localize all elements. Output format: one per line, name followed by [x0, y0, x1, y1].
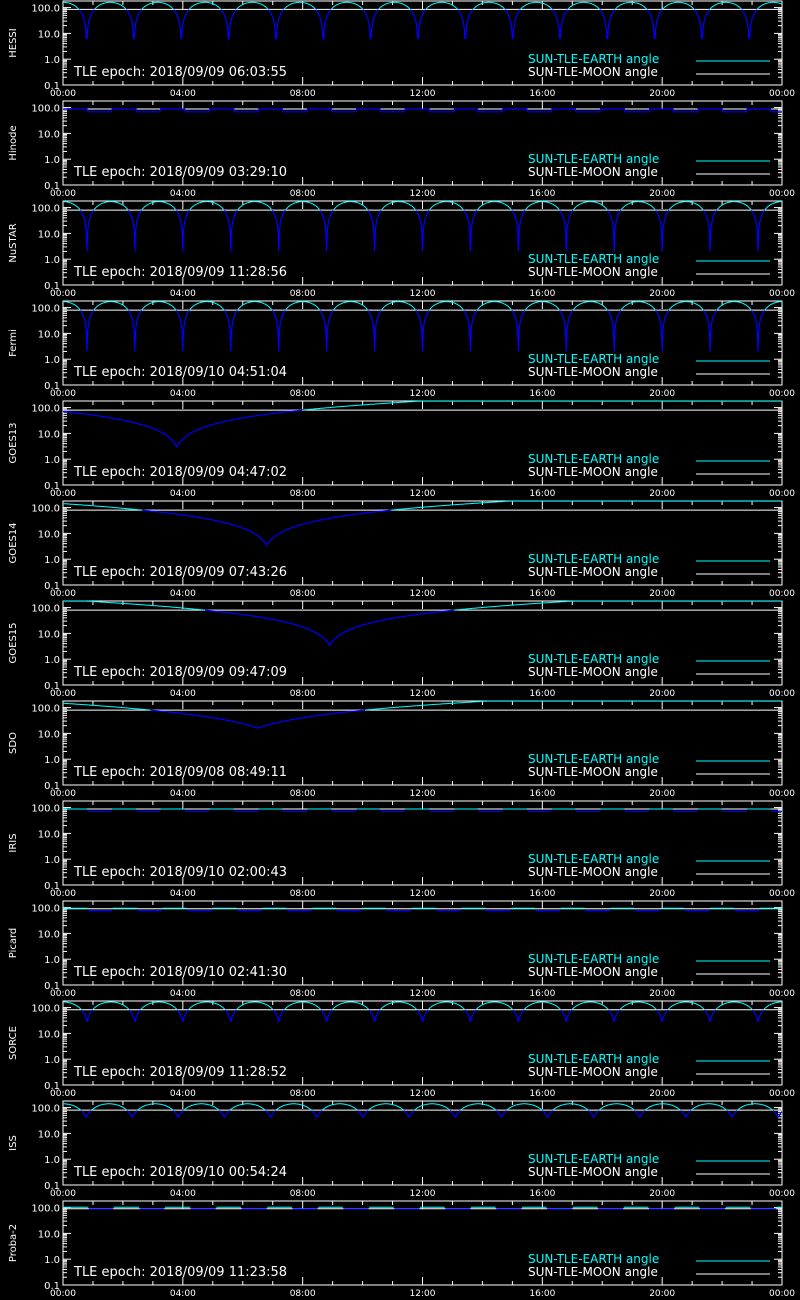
tle-epoch-label: TLE epoch: 2018/09/10 00:54:24 [74, 1165, 288, 1180]
x-tick-label: 00:00 [50, 489, 76, 499]
x-tick-label: 00:00 [769, 1289, 795, 1299]
y-tick-label: 0.1 [44, 1081, 60, 1092]
x-tick-label: 00:00 [50, 289, 76, 299]
y-tick-label: 100.0 [31, 403, 60, 415]
y-tick-label: 0.1 [44, 1181, 60, 1192]
x-tick-label: 08:00 [289, 1289, 316, 1299]
x-tick-label: 08:00 [289, 689, 316, 699]
x-tick-label: 20:00 [649, 289, 676, 299]
x-tick-label: 04:00 [169, 289, 196, 299]
x-tick-label: 00:00 [769, 389, 795, 399]
x-tick-label: 00:00 [769, 189, 795, 199]
legend-moon-label: SUN-TLE-MOON angle [528, 965, 658, 979]
y-tick-label: 100.0 [31, 3, 60, 15]
y-tick-label: 0.1 [44, 981, 60, 992]
legend-earth-label: SUN-TLE-EARTH angle [528, 452, 660, 466]
y-tick-label: 10.0 [37, 129, 60, 141]
x-tick-label: 20:00 [649, 589, 676, 599]
legend-moon-label: SUN-TLE-MOON angle [528, 865, 658, 879]
satellite-name: NuSTAR [8, 223, 19, 263]
x-tick-label: 08:00 [289, 1189, 316, 1199]
legend-moon-label: SUN-TLE-MOON angle [528, 665, 658, 679]
x-tick-label: 08:00 [289, 89, 316, 99]
x-tick-label: 08:00 [289, 489, 316, 499]
x-tick-label: 00:00 [769, 89, 795, 99]
x-tick-label: 04:00 [169, 789, 196, 799]
legend-earth-label: SUN-TLE-EARTH angle [528, 652, 660, 666]
x-tick-label: 00:00 [769, 989, 795, 999]
satellite-name: Hinode [8, 125, 19, 161]
y-tick-label: 1.0 [44, 1255, 60, 1267]
x-tick-label: 16:00 [529, 1189, 556, 1199]
legend-earth-label: SUN-TLE-EARTH angle [528, 252, 660, 266]
y-tick-label: 100.0 [31, 1203, 60, 1215]
x-tick-label: 08:00 [289, 1089, 316, 1099]
x-tick-label: 12:00 [409, 789, 436, 799]
x-tick-label: 08:00 [289, 789, 316, 799]
x-tick-label: 00:00 [769, 889, 795, 899]
x-tick-label: 04:00 [169, 589, 196, 599]
y-tick-label: 0.1 [44, 681, 60, 692]
y-tick-label: 1.0 [44, 1055, 60, 1067]
y-tick-label: 0.1 [44, 1281, 60, 1292]
x-tick-label: 16:00 [529, 1289, 556, 1299]
x-tick-label: 00:00 [769, 789, 795, 799]
legend-earth-label: SUN-TLE-EARTH angle [528, 752, 660, 766]
satellite-name: Fermi [8, 329, 19, 357]
tle-epoch-label: TLE epoch: 2018/09/10 02:00:43 [74, 865, 288, 880]
y-tick-label: 100.0 [31, 103, 60, 115]
y-tick-label: 10.0 [37, 729, 60, 741]
x-tick-label: 00:00 [50, 1289, 76, 1299]
legend-moon-label: SUN-TLE-MOON angle [528, 1165, 658, 1179]
x-tick-label: 20:00 [649, 1189, 676, 1199]
y-tick-label: 1.0 [44, 655, 60, 667]
legend-earth-label: SUN-TLE-EARTH angle [528, 552, 660, 566]
x-tick-label: 04:00 [169, 189, 196, 199]
x-tick-label: 04:00 [169, 389, 196, 399]
x-tick-label: 20:00 [649, 89, 676, 99]
x-tick-label: 00:00 [50, 789, 76, 799]
tle-epoch-label: TLE epoch: 2018/09/09 11:28:52 [74, 1065, 288, 1080]
y-tick-label: 10.0 [37, 829, 60, 841]
x-tick-label: 08:00 [289, 889, 316, 899]
x-tick-label: 12:00 [409, 1289, 436, 1299]
x-tick-label: 00:00 [769, 489, 795, 499]
x-tick-label: 12:00 [409, 489, 436, 499]
y-tick-label: 0.1 [44, 481, 60, 492]
y-tick-label: 100.0 [31, 1103, 60, 1115]
legend-moon-label: SUN-TLE-MOON angle [528, 165, 658, 179]
y-tick-label: 10.0 [37, 429, 60, 441]
y-tick-label: 10.0 [37, 1129, 60, 1141]
legend-earth-label: SUN-TLE-EARTH angle [528, 352, 660, 366]
x-tick-label: 16:00 [529, 689, 556, 699]
y-tick-label: 1.0 [44, 955, 60, 967]
tle-epoch-label: TLE epoch: 2018/09/09 07:43:26 [74, 565, 288, 580]
y-tick-label: 0.1 [44, 81, 60, 92]
legend-earth-label: SUN-TLE-EARTH angle [528, 1152, 660, 1166]
x-tick-label: 20:00 [649, 489, 676, 499]
x-tick-label: 12:00 [409, 589, 436, 599]
x-tick-label: 12:00 [409, 1189, 436, 1199]
satellite-name: GOES13 [8, 422, 19, 464]
y-tick-label: 10.0 [37, 329, 60, 341]
x-tick-label: 20:00 [649, 1089, 676, 1099]
y-tick-label: 1.0 [44, 855, 60, 867]
satellite-name: GOES14 [8, 522, 19, 564]
y-tick-label: 1.0 [44, 255, 60, 267]
x-tick-label: 00:00 [50, 1089, 76, 1099]
x-tick-label: 04:00 [169, 489, 196, 499]
x-tick-label: 08:00 [289, 289, 316, 299]
x-tick-label: 08:00 [289, 989, 316, 999]
legend-moon-label: SUN-TLE-MOON angle [528, 365, 658, 379]
x-tick-label: 16:00 [529, 389, 556, 399]
y-tick-label: 1.0 [44, 1155, 60, 1167]
satellite-name: SDO [8, 732, 19, 754]
legend-earth-label: SUN-TLE-EARTH angle [528, 952, 660, 966]
x-tick-label: 00:00 [769, 589, 795, 599]
x-tick-label: 12:00 [409, 189, 436, 199]
x-tick-label: 00:00 [50, 389, 76, 399]
x-tick-label: 16:00 [529, 1089, 556, 1099]
x-tick-label: 16:00 [529, 289, 556, 299]
y-tick-label: 10.0 [37, 29, 60, 41]
y-tick-label: 10.0 [37, 929, 60, 941]
x-tick-label: 04:00 [169, 1289, 196, 1299]
y-tick-label: 10.0 [37, 529, 60, 541]
tle-epoch-label: TLE epoch: 2018/09/09 11:28:56 [74, 265, 288, 280]
x-tick-label: 04:00 [169, 989, 196, 999]
y-tick-label: 10.0 [37, 629, 60, 641]
satellite-name: ISS [8, 1135, 19, 1151]
x-tick-label: 12:00 [409, 989, 436, 999]
y-tick-label: 10.0 [37, 1229, 60, 1241]
x-tick-label: 16:00 [529, 589, 556, 599]
y-tick-label: 1.0 [44, 55, 60, 67]
tle-epoch-label: TLE epoch: 2018/09/10 02:41:30 [74, 965, 288, 980]
y-tick-label: 0.1 [44, 281, 60, 292]
y-tick-label: 100.0 [31, 203, 60, 215]
legend-earth-label: SUN-TLE-EARTH angle [528, 852, 660, 866]
y-tick-label: 0.1 [44, 581, 60, 592]
x-tick-label: 00:00 [769, 689, 795, 699]
x-tick-label: 00:00 [50, 989, 76, 999]
x-tick-label: 08:00 [289, 189, 316, 199]
y-tick-label: 10.0 [37, 1029, 60, 1041]
y-tick-label: 1.0 [44, 555, 60, 567]
y-tick-label: 1.0 [44, 455, 60, 467]
y-tick-label: 100.0 [31, 703, 60, 715]
y-tick-label: 100.0 [31, 603, 60, 615]
x-tick-label: 16:00 [529, 789, 556, 799]
y-tick-label: 0.1 [44, 781, 60, 792]
x-tick-label: 08:00 [289, 389, 316, 399]
x-tick-label: 00:00 [50, 689, 76, 699]
x-tick-label: 00:00 [769, 289, 795, 299]
x-tick-label: 12:00 [409, 889, 436, 899]
tle-epoch-label: TLE epoch: 2018/09/10 04:51:04 [74, 365, 288, 380]
x-tick-label: 04:00 [169, 1089, 196, 1099]
x-tick-label: 12:00 [409, 289, 436, 299]
x-tick-label: 20:00 [649, 989, 676, 999]
legend-moon-label: SUN-TLE-MOON angle [528, 265, 658, 279]
tle-epoch-label: TLE epoch: 2018/09/09 06:03:55 [74, 65, 288, 80]
y-tick-label: 100.0 [31, 303, 60, 315]
satellite-name: Proba-2 [8, 1223, 19, 1263]
satellite-name: SORCE [8, 1026, 19, 1060]
x-tick-label: 16:00 [529, 89, 556, 99]
tle-epoch-label: TLE epoch: 2018/09/09 11:23:58 [74, 1265, 288, 1280]
y-tick-label: 100.0 [31, 503, 60, 515]
x-tick-label: 04:00 [169, 1189, 196, 1199]
x-tick-label: 00:00 [50, 1189, 76, 1199]
x-tick-label: 20:00 [649, 189, 676, 199]
x-tick-label: 20:00 [649, 789, 676, 799]
tle-epoch-label: TLE epoch: 2018/09/09 03:29:10 [74, 165, 288, 180]
x-tick-label: 20:00 [649, 689, 676, 699]
x-tick-label: 16:00 [529, 889, 556, 899]
tle-epoch-label: TLE epoch: 2018/09/09 09:47:09 [74, 665, 288, 680]
y-tick-label: 0.1 [44, 181, 60, 192]
legend-moon-label: SUN-TLE-MOON angle [528, 565, 658, 579]
satellite-name: GOES15 [8, 622, 19, 664]
y-tick-label: 0.1 [44, 881, 60, 892]
y-tick-label: 1.0 [44, 355, 60, 367]
y-tick-label: 10.0 [37, 229, 60, 241]
y-tick-label: 0.1 [44, 381, 60, 392]
legend-moon-label: SUN-TLE-MOON angle [528, 465, 658, 479]
x-tick-label: 08:00 [289, 589, 316, 599]
y-tick-label: 1.0 [44, 755, 60, 767]
x-tick-label: 00:00 [50, 89, 76, 99]
tle-epoch-label: TLE epoch: 2018/09/08 08:49:11 [74, 765, 288, 780]
x-tick-label: 00:00 [50, 189, 76, 199]
x-tick-label: 00:00 [769, 1189, 795, 1199]
legend-earth-label: SUN-TLE-EARTH angle [528, 152, 660, 166]
legend-earth-label: SUN-TLE-EARTH angle [528, 52, 660, 66]
legend-earth-label: SUN-TLE-EARTH angle [528, 1052, 660, 1066]
y-tick-label: 100.0 [31, 903, 60, 915]
x-tick-label: 20:00 [649, 389, 676, 399]
x-tick-label: 12:00 [409, 1089, 436, 1099]
y-tick-label: 100.0 [31, 1003, 60, 1015]
x-tick-label: 16:00 [529, 189, 556, 199]
satellite-name: HESSI [8, 28, 19, 58]
x-tick-label: 20:00 [649, 889, 676, 899]
legend-moon-label: SUN-TLE-MOON angle [528, 65, 658, 79]
legend-moon-label: SUN-TLE-MOON angle [528, 1265, 658, 1279]
x-tick-label: 16:00 [529, 989, 556, 999]
x-tick-label: 00:00 [50, 889, 76, 899]
y-tick-label: 100.0 [31, 803, 60, 815]
x-tick-label: 12:00 [409, 89, 436, 99]
legend-earth-label: SUN-TLE-EARTH angle [528, 1252, 660, 1266]
legend-moon-label: SUN-TLE-MOON angle [528, 765, 658, 779]
x-tick-label: 12:00 [409, 389, 436, 399]
x-tick-label: 00:00 [769, 1089, 795, 1099]
x-tick-label: 12:00 [409, 689, 436, 699]
y-tick-label: 1.0 [44, 155, 60, 167]
legend-moon-label: SUN-TLE-MOON angle [528, 1065, 658, 1079]
satellite-name: IRIS [8, 833, 19, 853]
satellite-name: Picard [8, 927, 19, 959]
x-tick-label: 04:00 [169, 689, 196, 699]
x-tick-label: 04:00 [169, 89, 196, 99]
x-tick-label: 16:00 [529, 489, 556, 499]
tle-epoch-label: TLE epoch: 2018/09/09 04:47:02 [74, 465, 288, 480]
x-tick-label: 20:00 [649, 1289, 676, 1299]
x-tick-label: 00:00 [50, 589, 76, 599]
x-tick-label: 04:00 [169, 889, 196, 899]
